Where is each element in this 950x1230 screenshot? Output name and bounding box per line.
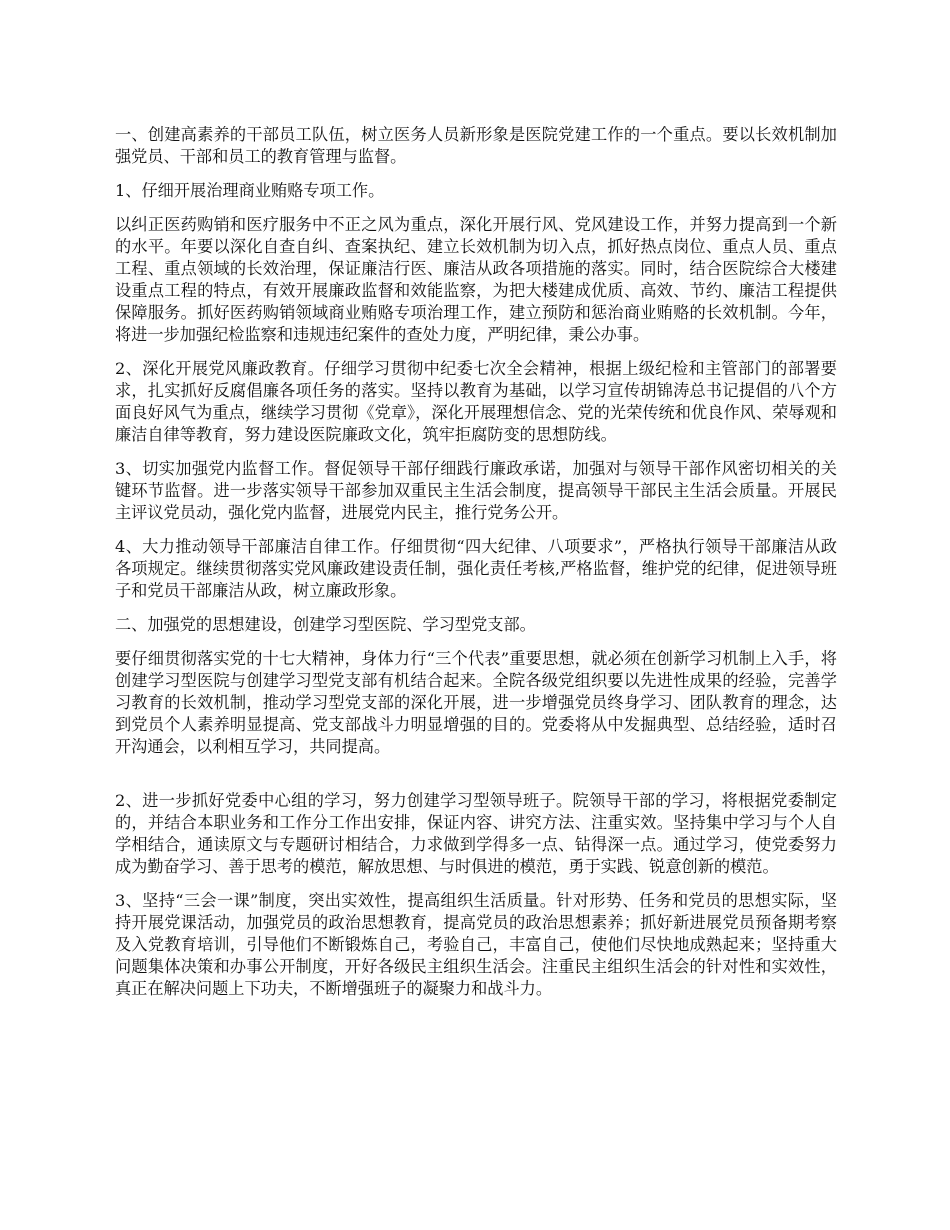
paragraph-item-1-body: 以纠正医药购销和医疗服务中不正之风为重点，深化开展行风、党风建设工作，并努力提高到一个新的水平。年要以深化自查自纠、查案执纪、建立长效机制为切入点，抓好热点岗位、重点人员、重点工程、重点领域的长效治理，保证廉洁行医、廉洁从政各项措施的落实。同时，结合医院综合大楼建设重点工程的特点，有效开展廉政监督和效能监察，为把大楼建成优质、高效、节约、廉洁工程提供保障服务。抓好医药购销领域商业贿赂专项治理工作，建立预防和惩治商业贿赂的长效机制。今年，将进一步加强纪检监察和违规违纪案件的查处力度，严明纪律，秉公办事。 <box>115 215 837 344</box>
paragraph-section-two-item-3: 3、坚持“三会一课”制度，突出实效性，提高组织生活质量。针对形势、任务和党员的思想实际，坚持开展党课活动，加强党员的政治思想教育，提高党员的政治思想素养；抓好新进展党员预备期考察及入党教育培训，引导他们不断锻炼自己，考验自己，丰富自己，使他们尽快地成熟起来；坚持重大问题集体决策和办事公开制度，开好各级民主组织生活会。注重民主组织生活会的针对性和实效性，真正在解决问题上下功夫，不断增强班子的凝聚力和战斗力。 <box>115 891 837 998</box>
paragraph-section-two-item-2: 2、进一步抓好党委中心组的学习，努力创建学习型领导班子。院领导干部的学习，将根据党委制定的，并结合本职业务和工作分工作出安排，保证内容、讲究方法、注重实效。坚持集中学习与个人自学相结合，通读原文与专题研讨相结合，力求做到学得多一点、钻得深一点。通过学习，使党委努力成为勤奋学习、善于思考的模范，解放思想、与时俱进的模范，勇于实践、锐意创新的模范。 <box>115 791 837 876</box>
paragraph-item-1-title: 1、仔细开展治理商业贿赂专项工作。 <box>115 181 385 200</box>
paragraph-item-2: 2、深化开展党风廉政教育。仔细学习贯彻中纪委七次全会精神，根据上级纪检和主管部门的部署要求，扎实抓好反腐倡廉各项任务的落实。坚持以教育为基础，以学习宣传胡锦涛总书记提倡的八个方面良好风气为重点，继续学习贯彻《党章》，深化开展理想信念、党的光荣传统和优良作风、荣辱观和廉洁自律等教育，努力建设医院廉政文化，筑牢拒腐防变的思想防线。 <box>115 359 837 444</box>
document-body <box>115 124 837 1012</box>
paragraph-section-one-heading: 一、创建高素养的干部员工队伍，树立医务人员新形象是医院党建工作的一个重点。要以长效机制加强党员、干部和员工的教育管理与监督。 <box>115 125 837 166</box>
paragraph-item-3: 3、切实加强党内监督工作。督促领导干部仔细践行廉政承诺，加强对与领导干部作风密切相关的关键环节监督。进一步落实领导干部参加双重民主生活会制度，提高领导干部民主生活会质量。开展民主评议党员动，强化党内监督，进展党内民主，推行党务公开。 <box>115 459 837 522</box>
paragraph-section-two-body: 要仔细贯彻落实党的十七大精神，身体力行“三个代表”重要思想，就必须在创新学习机制上入手，将创建学习型医院与创建学习型党支部有机结合起来。全院各级党组织要以先进性成果的经验，完善学习教育的长效机制，推动学习型党支部的深化开展，进一步增强党员终身学习、团队教育的理念，达到党员个人素养明显提高、党支部战斗力明显增强的目的。党委将从中发掘典型、总结经验，适时召开沟通会，以利相互学习，共同提高。 <box>115 649 837 756</box>
paragraph-item-4: 4、大力推动领导干部廉洁自律工作。仔细贯彻“四大纪律、八项要求”，严格执行领导干部廉洁从政各项规定。继续贯彻落实党风廉政建设责任制，强化责任考核,严格监督，维护党的纪律，促进领导班子和党员干部廉洁从政，树立廉政形象。 <box>115 537 837 600</box>
paragraph-section-two-heading: 二、加强党的思想建设，创建学习型医院、学习型党支部。 <box>115 615 536 634</box>
